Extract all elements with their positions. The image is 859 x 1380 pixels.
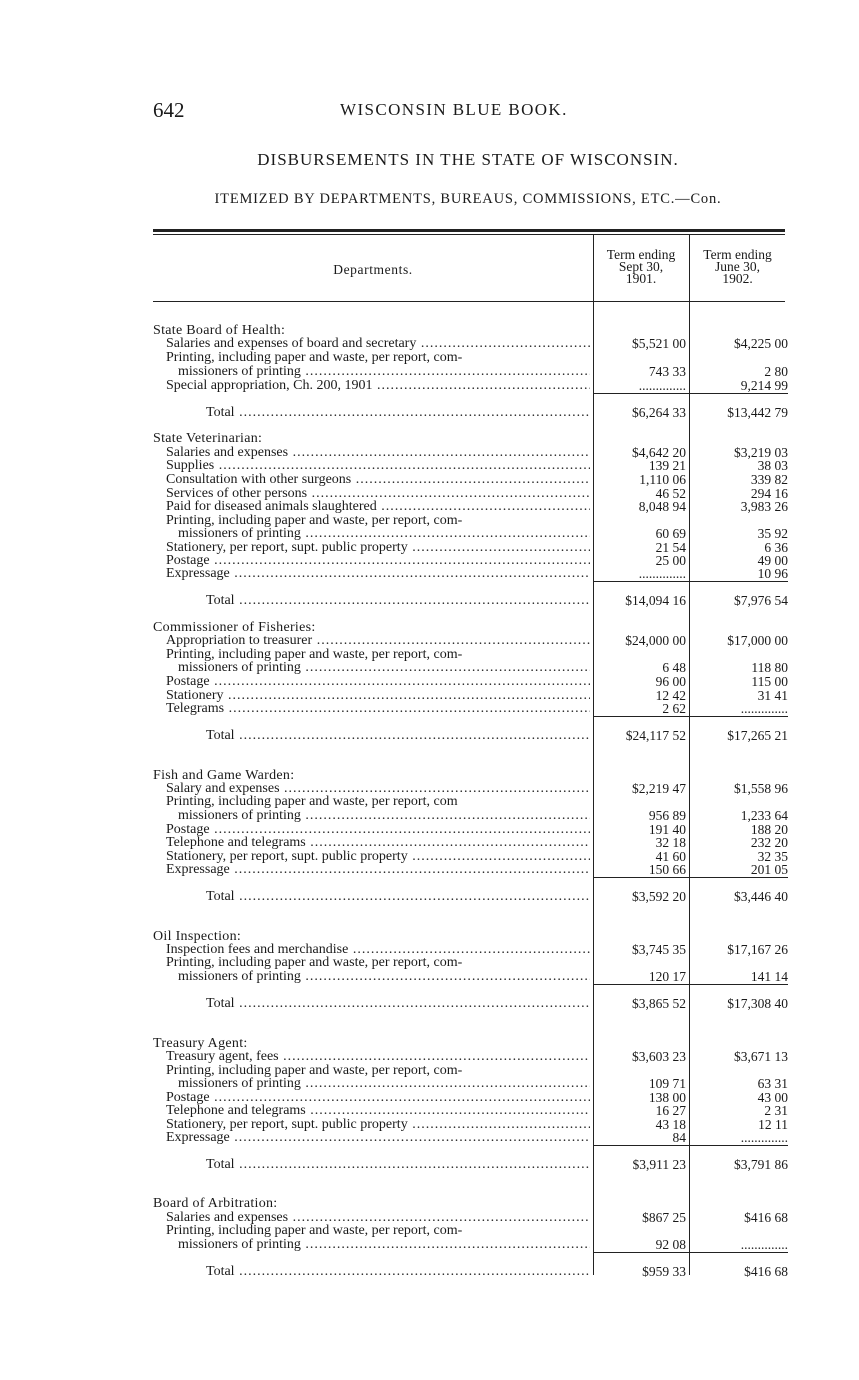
- row-label: Telephone and telegrams .....: [166, 1103, 590, 1119]
- value-1902: ..............: [740, 701, 788, 716]
- value-1901: ..............: [638, 566, 686, 581]
- row-label: Telephone and telegrams .....: [166, 835, 590, 851]
- value-1901: 6 48: [662, 660, 686, 675]
- row-label: Stationery .....: [166, 688, 590, 704]
- total-1901: $24,117 52: [625, 728, 686, 743]
- value-1901: $24,000 00: [625, 633, 686, 648]
- row-label: Postage .....: [166, 674, 590, 690]
- row-label: Postage .....: [166, 553, 590, 569]
- total-1902: $13,442 79: [727, 405, 788, 420]
- total-rule-1902: [690, 716, 788, 717]
- column-header-1902-line-1: Term ending: [703, 247, 772, 262]
- value-1901: 109 71: [648, 1076, 686, 1091]
- row-label: Salaries and expenses of board and secretary .....: [166, 336, 590, 352]
- column-header-1902-line-2: June 30,: [715, 259, 760, 274]
- column-header-1901-line-1: Term ending: [606, 247, 676, 262]
- value-1901: $2,219 47: [632, 781, 686, 796]
- row-label: Consultation with other surgeons .....: [166, 472, 590, 488]
- value-1901: 21 54: [655, 540, 686, 555]
- row-label: Postage .....: [166, 822, 590, 838]
- total-rule-1901: [594, 984, 689, 985]
- total-label: Total .....: [206, 728, 590, 744]
- value-1902: 294 16: [750, 486, 788, 501]
- value-1901: 43 18: [655, 1117, 686, 1132]
- row-label: Treasury agent, fees .....: [166, 1049, 590, 1065]
- value-1901: 92 08: [655, 1237, 686, 1252]
- total-rule-1902: [690, 581, 788, 582]
- total-1902: $17,265 21: [727, 728, 788, 743]
- row-label-continued: missioners of printing .....: [178, 660, 590, 676]
- row-label: Printing, including paper and waste, per report, com-: [166, 955, 463, 970]
- value-1902: $3,219 03: [734, 445, 788, 460]
- total-rule-1902: [690, 877, 788, 878]
- value-1902: $1,558 96: [734, 781, 788, 796]
- total-rule-1901: [594, 1145, 689, 1146]
- value-1902: 118 80: [751, 660, 788, 675]
- value-1902: 2 31: [764, 1103, 788, 1118]
- value-1902: $17,167 26: [727, 942, 788, 957]
- row-label: Printing, including paper and waste, per report, com-: [166, 1223, 463, 1238]
- page-number: 642: [153, 98, 185, 122]
- row-label: Supplies .....: [166, 458, 590, 474]
- row-label-continued: missioners of printing .....: [178, 808, 590, 824]
- total-rule-1902: [690, 1145, 788, 1146]
- section-title: Board of Arbitration:: [153, 1196, 278, 1211]
- value-1902: 1,233 64: [740, 808, 788, 823]
- value-1902: 3,983 26: [740, 499, 788, 514]
- total-rule-1901: [594, 393, 689, 394]
- row-label: Printing, including paper and waste, per report, com: [166, 794, 458, 809]
- value-1901: 84: [672, 1130, 686, 1145]
- value-1901: 138 00: [648, 1090, 686, 1105]
- value-1901: 25 00: [655, 553, 686, 568]
- row-label: Expressage .....: [166, 1130, 590, 1146]
- value-1901: 41 60: [655, 849, 686, 864]
- column-header-1901-line-3: 1901.: [625, 271, 657, 286]
- value-1901: $5,521 00: [632, 336, 686, 351]
- value-1902: 10 96: [757, 566, 788, 581]
- total-label: Total .....: [206, 889, 590, 905]
- row-label-continued: missioners of printing .....: [178, 1076, 590, 1092]
- total-rule-1901: [594, 1252, 689, 1253]
- total-label: Total .....: [206, 1264, 590, 1280]
- value-1901: 8,048 94: [638, 499, 686, 514]
- value-1901: 60 69: [655, 526, 686, 541]
- row-label: Telegrams .....: [166, 701, 590, 717]
- value-1902: 339 82: [750, 472, 788, 487]
- total-1902: $416 68: [744, 1264, 788, 1279]
- total-1901: $6,264 33: [632, 405, 686, 420]
- row-label: Salaries and expenses .....: [166, 1210, 590, 1226]
- page-title: DISBURSEMENTS IN THE STATE OF WISCONSIN.: [257, 150, 679, 169]
- total-label: Total .....: [206, 593, 590, 609]
- page-subtitle: ITEMIZED BY DEPARTMENTS, BUREAUS, COMMISSIONS, ETC.—Con.: [214, 191, 722, 207]
- section-title: Treasury Agent:: [153, 1036, 248, 1051]
- value-1902: 141 14: [750, 969, 788, 984]
- value-1902: $3,671 13: [734, 1049, 788, 1064]
- row-label: Inspection fees and merchandise .....: [166, 942, 590, 958]
- total-rule-1901: [594, 877, 689, 878]
- value-1902: ..............: [740, 1237, 788, 1252]
- column-header-1901-line-2: Sept 30,: [618, 259, 664, 274]
- value-1901: $867 25: [642, 1210, 686, 1225]
- value-1902: 38 03: [757, 458, 788, 473]
- value-1901: $3,745 35: [632, 942, 686, 957]
- value-1902: 43 00: [757, 1090, 788, 1105]
- total-1901: $959 33: [642, 1264, 686, 1279]
- value-1901: $3,603 23: [632, 1049, 686, 1064]
- total-rule-1901: [594, 581, 689, 582]
- value-1902: $4,225 00: [734, 336, 788, 351]
- value-1902: 115 00: [751, 674, 788, 689]
- value-1901: 1,110 06: [639, 472, 686, 487]
- departments-header: Departments.: [333, 262, 413, 277]
- section-title: Commissioner of Fisheries:: [153, 620, 316, 635]
- value-1901: 150 66: [648, 862, 686, 877]
- row-label: Expressage .....: [166, 862, 590, 878]
- value-1901: 46 52: [655, 486, 686, 501]
- row-label: Expressage .....: [166, 566, 590, 582]
- row-label: Stationery, per report, supt. public property .....: [166, 540, 590, 556]
- row-label: Printing, including paper and waste, per report, com-: [166, 350, 463, 365]
- total-label: Total .....: [206, 405, 590, 421]
- value-1902: 6 36: [764, 540, 788, 555]
- value-1901: 191 40: [648, 822, 686, 837]
- total-1902: $3,446 40: [734, 889, 788, 904]
- total-1902: $3,791 86: [734, 1157, 788, 1172]
- value-1901: 120 17: [648, 969, 686, 984]
- value-1901: 956 89: [648, 808, 686, 823]
- value-1902: 188 20: [750, 822, 788, 837]
- column-header-1902-line-3: 1902.: [722, 271, 753, 286]
- total-label: Total .....: [206, 996, 590, 1012]
- row-label: Postage .....: [166, 1090, 590, 1106]
- total-rule-1901: [594, 716, 689, 717]
- row-label: Paid for diseased animals slaughtered .....: [166, 499, 590, 515]
- value-1901: 96 00: [655, 674, 686, 689]
- value-1902: $17,000 00: [727, 633, 788, 648]
- value-1902: 32 35: [757, 849, 788, 864]
- value-1902: 201 05: [750, 862, 788, 877]
- book-title: WISCONSIN BLUE BOOK.: [340, 100, 568, 119]
- value-1901: 12 42: [655, 688, 686, 703]
- row-label: Services of other persons .....: [166, 486, 590, 502]
- total-rule-1902: [690, 393, 788, 394]
- total-rule-1902: [690, 984, 788, 985]
- section-title: Fish and Game Warden:: [153, 768, 295, 783]
- total-1902: $7,976 54: [734, 593, 788, 608]
- value-1902: 2 80: [764, 364, 788, 379]
- value-1902: 31 41: [757, 688, 788, 703]
- row-label: Printing, including paper and waste, per report, com-: [166, 513, 463, 528]
- value-1902: 9,214 99: [740, 378, 788, 393]
- value-1902: 63 31: [757, 1076, 788, 1091]
- value-1902: 12 11: [758, 1117, 788, 1132]
- section-title: Oil Inspection:: [153, 929, 242, 944]
- value-1901: 32 18: [655, 835, 686, 850]
- total-rule-1902: [690, 1252, 788, 1253]
- value-1901: 16 27: [655, 1103, 686, 1118]
- total-1901: $3,911 23: [632, 1157, 686, 1172]
- value-1902: 49 00: [757, 553, 788, 568]
- row-label: Special appropriation, Ch. 200, 1901 .....: [166, 378, 590, 394]
- value-1901: 743 33: [648, 364, 686, 379]
- row-label: Printing, including paper and waste, per report, com-: [166, 1063, 463, 1078]
- total-1902: $17,308 40: [727, 996, 788, 1011]
- row-label-continued: missioners of printing .....: [178, 364, 590, 380]
- row-label-continued: missioners of printing .....: [178, 1237, 590, 1253]
- row-label-continued: missioners of printing .....: [178, 526, 590, 542]
- row-label: Printing, including paper and waste, per report, com-: [166, 647, 463, 662]
- total-1901: $3,865 52: [632, 996, 686, 1011]
- total-1901: $14,094 16: [625, 593, 686, 608]
- value-1902: 35 92: [757, 526, 788, 541]
- section-title: State Veterinarian:: [153, 431, 263, 446]
- row-label: Stationery, per report, supt. public property .....: [166, 1117, 590, 1133]
- value-1901: 139 21: [648, 458, 686, 473]
- row-label: Appropriation to treasurer .....: [166, 633, 590, 649]
- value-1902: 232 20: [750, 835, 788, 850]
- value-1901: 2 62: [662, 701, 686, 716]
- row-label: Salary and expenses .....: [166, 781, 590, 797]
- total-1901: $3,592 20: [632, 889, 686, 904]
- value-1901: ..............: [638, 378, 686, 393]
- value-1901: $4,642 20: [632, 445, 686, 460]
- row-label-continued: missioners of printing .....: [178, 969, 590, 985]
- value-1902: ..............: [740, 1130, 788, 1145]
- value-1902: $416 68: [744, 1210, 788, 1225]
- total-label: Total .....: [206, 1157, 590, 1173]
- row-label: Salaries and expenses .....: [166, 445, 590, 461]
- row-label: Stationery, per report, supt. public property .....: [166, 849, 590, 865]
- section-title: State Board of Health:: [153, 323, 286, 338]
